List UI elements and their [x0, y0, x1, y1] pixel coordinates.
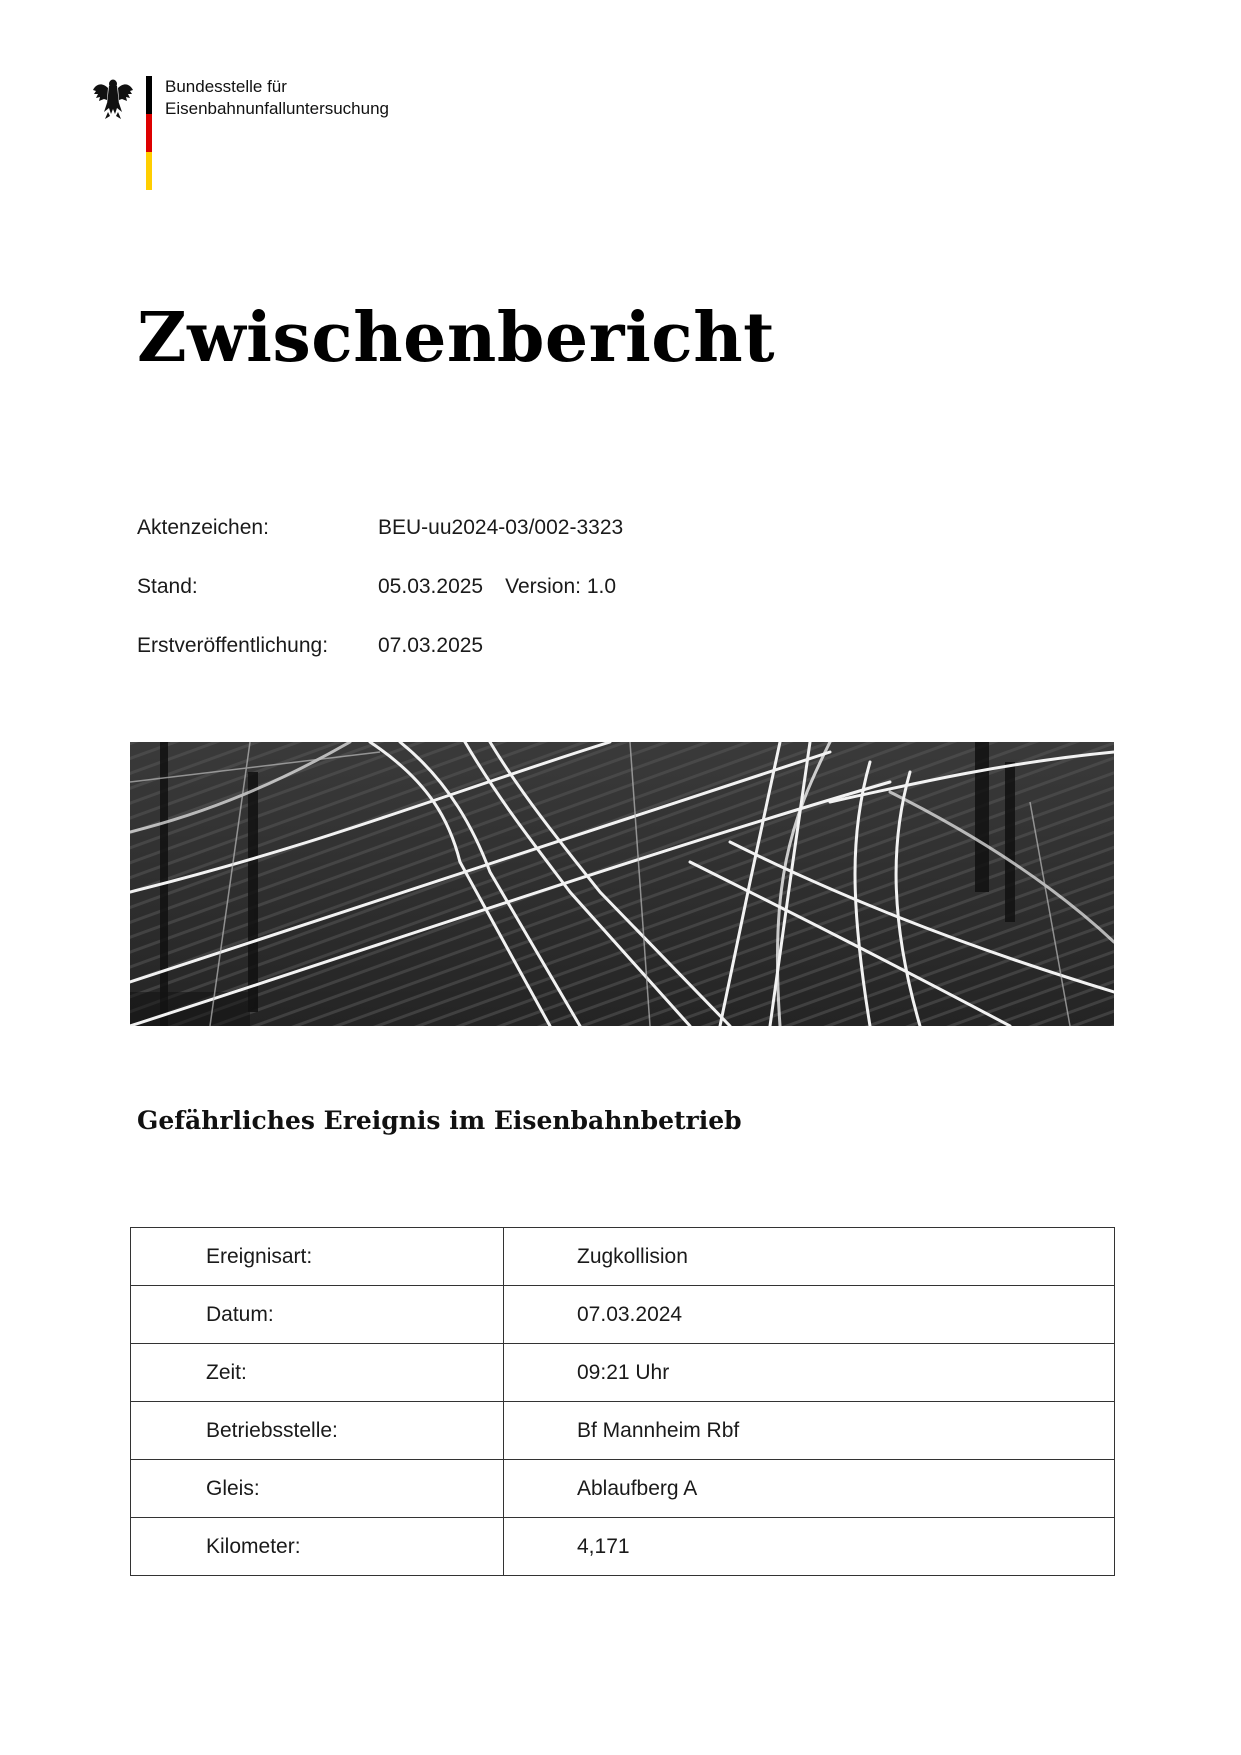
fact-value: 07.03.2024: [504, 1286, 1115, 1344]
meta-label: Erstveröffentlichung:: [137, 634, 329, 657]
meta-value: 05.03.2025: [378, 575, 484, 598]
flag-black: [146, 76, 152, 114]
organization-name: [165, 76, 389, 120]
meta-value: BEU-uu2024-03/002-3323: [378, 516, 624, 539]
agency-logo: [92, 76, 432, 194]
meta-label: Stand:: [137, 575, 198, 598]
flag-gold: [146, 152, 152, 190]
table-row: [131, 1460, 1115, 1518]
fact-value: 09:21 Uhr: [504, 1344, 1115, 1402]
table-row: [131, 1286, 1115, 1344]
event-category-heading: Gefährliches Ereignis im Eisenbahnbetrieb: [137, 1106, 742, 1135]
table-row: [131, 1518, 1115, 1576]
meta-value: 07.03.2025: [378, 634, 484, 657]
fact-label: Ereignisart:: [131, 1228, 504, 1286]
fact-label: Kilometer:: [131, 1518, 504, 1576]
tracks-photo-graphic: [130, 742, 1114, 1026]
table-row: [131, 1402, 1115, 1460]
org-name-line2: Eisenbahnunfalluntersuchung: [165, 99, 390, 118]
org-name-line1: Bundesstelle für: [165, 77, 287, 96]
fact-value: Bf Mannheim Rbf: [504, 1402, 1115, 1460]
meta-value-group: [378, 575, 616, 599]
flag-red: [146, 114, 152, 152]
federal-eagle-icon: [92, 76, 134, 120]
fact-value: Ablaufberg A: [504, 1460, 1115, 1518]
fact-value: 4,171: [504, 1518, 1115, 1576]
document-title: Zwischenbericht: [137, 298, 776, 378]
meta-version: Version: 1.0: [505, 575, 617, 598]
fact-value: Zugkollision: [504, 1228, 1115, 1286]
railway-tracks-image: [130, 742, 1114, 1026]
fact-label: Zeit:: [131, 1344, 504, 1402]
german-flag-bar: [146, 76, 152, 190]
event-facts-table: [130, 1227, 1115, 1576]
fact-label: Datum:: [131, 1286, 504, 1344]
table-row: [131, 1228, 1115, 1286]
fact-label: Gleis:: [131, 1460, 504, 1518]
fact-label: Betriebsstelle:: [131, 1402, 504, 1460]
table-row: [131, 1344, 1115, 1402]
meta-label: Aktenzeichen:: [137, 516, 269, 539]
